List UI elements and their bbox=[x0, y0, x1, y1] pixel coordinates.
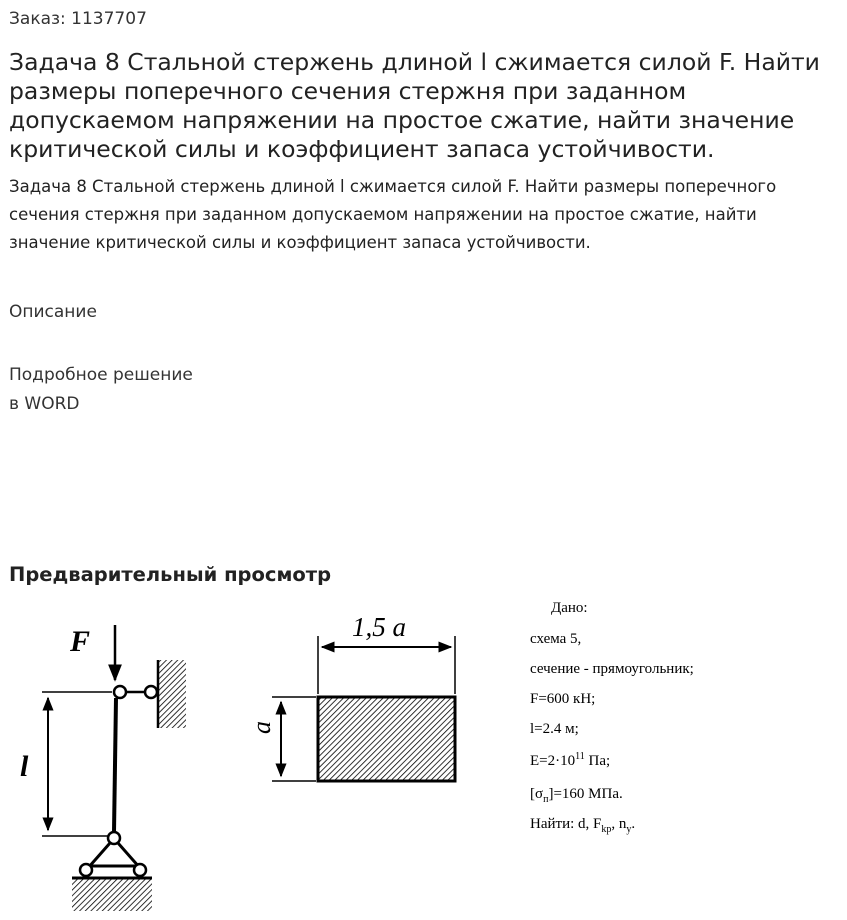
description-label: Описание bbox=[9, 302, 97, 322]
given-length: l=2.4 м; bbox=[530, 721, 579, 737]
section-rectangle bbox=[318, 697, 455, 781]
order-number: Заказ: 1137707 bbox=[9, 9, 147, 29]
solution-format-label: в WORD bbox=[9, 394, 80, 414]
solution-label: Подробное решение bbox=[9, 365, 193, 385]
length-label: l bbox=[20, 750, 29, 783]
given-title: Дано: bbox=[551, 600, 588, 616]
preview-figure bbox=[0, 598, 847, 920]
given-scheme: схема 5, bbox=[530, 631, 582, 647]
find-line: Найти: d, $F_{kp}$, $n_y$. bbox=[530, 816, 636, 835]
given-section: сечение - прямоугольник; bbox=[530, 661, 694, 677]
force-label: F bbox=[70, 625, 91, 658]
bottom-hinge bbox=[108, 832, 120, 844]
ground-hatch bbox=[72, 879, 152, 911]
given-modulus: $E=2\cdot 10^{11}$ Па; bbox=[530, 751, 611, 769]
column-scheme bbox=[20, 625, 186, 911]
width-label: 1,5 a bbox=[352, 612, 406, 642]
task-description: Задача 8 Стальной стержень длиной l сжимается силой F. Найти размеры поперечного сечения стержня при заданном допускаемом напряжении на простое сжатие, найти значение критической силы и коэффициент запаса устойчивости. bbox=[9, 177, 777, 252]
cross-section bbox=[247, 612, 455, 781]
preview-heading: Предварительный просмотр bbox=[9, 563, 332, 586]
top-hinge bbox=[114, 686, 126, 698]
wall-hatch bbox=[158, 660, 186, 728]
task-title: Задача 8 Стальной стержень длиной l сжимается силой F. Найти размеры поперечного сечения стержня при заданном допускаемом напряжении на простое сжатие, найти значение критической силы и коэффициент запаса устойчивости. bbox=[9, 48, 820, 163]
height-label: a bbox=[247, 721, 276, 734]
rod bbox=[114, 698, 116, 832]
given-force: F=600 кН; bbox=[530, 691, 596, 707]
given-stress: $[\sigma_п]=160$ МПа. bbox=[530, 786, 623, 805]
